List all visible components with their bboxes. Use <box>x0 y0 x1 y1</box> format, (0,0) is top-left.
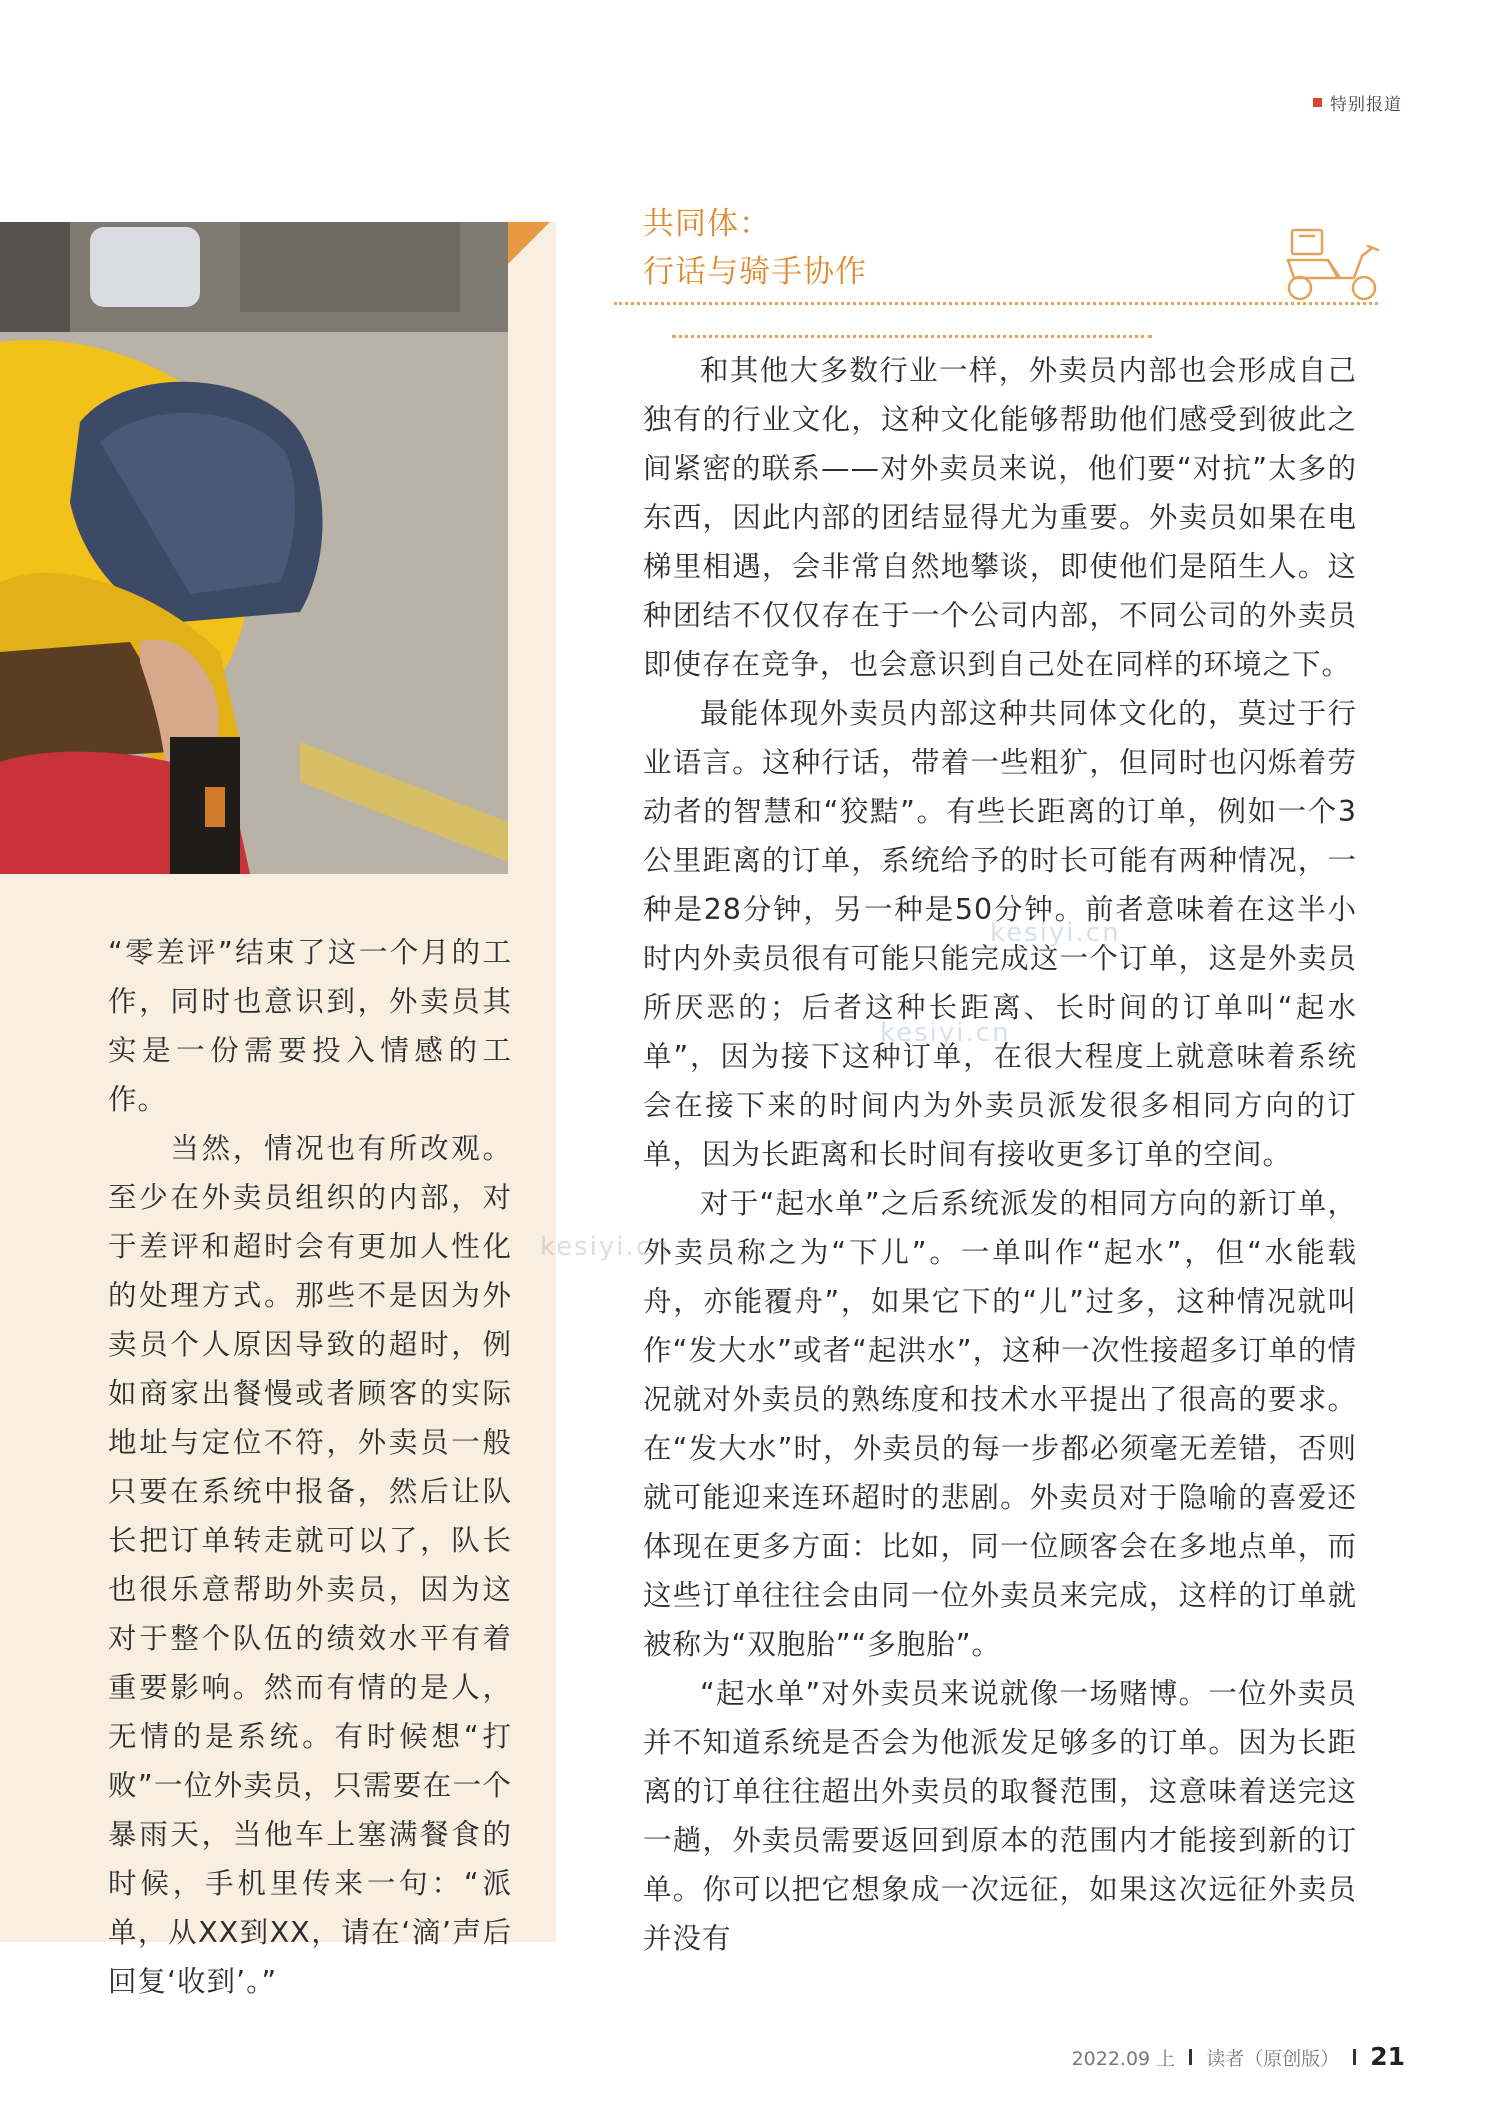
sidebar-paragraph: 当然，情况也有所改观。至少在外卖员组织的内部，对于差评和超时会有更加人性化的处理方式。那些不是因为外卖员个人原因导致的超时，例如商家出餐慢或者顾客的实际地址与定位不符，外卖员一般只要在系统中报备，然后让队长把订单转走就可以了，队长也很乐意帮助外卖员，因为这对于整个队伍的绩效水平有着重要影响。然而有情的是人，无情的是系统。有时候想“打败”一位外卖员，只需要在一个暴雨天，当他车上塞满餐食的时候，手机里传来一句：“派单，从XX到XX，请在‘滴’声后回复‘收到’。” <box>108 1132 512 1998</box>
magazine-name: 读者（原创版） <box>1206 2048 1340 2070</box>
section-marker-icon <box>1313 98 1322 107</box>
article-body <box>643 346 1357 1963</box>
delivery-scooter-icon <box>1280 226 1385 306</box>
page-corner-fold <box>508 222 550 264</box>
article-paragraph: 对于“起水单”之后系统派发的相同方向的新订单，外卖员称之为“下儿”。一单叫作“起水”，但“水能载舟，亦能覆舟”，如果它下的“儿”过多，这种情况就叫作“发大水”或者“起洪水”，这种一次性接超多订单的情况就对外卖员的熟练度和技术水平提出了很高的要求。在“发大水”时，外卖员的每一步都必须毫无差错，否则就可能迎来连环超时的悲剧。外卖员对于隐喻的喜爱还体现在更多方面：比如，同一位顾客会在多地点单，而这些订单往往会由同一位外卖员来完成，这样的订单就被称为“双胞胎”“多胞胎”。 <box>643 1187 1357 1661</box>
sidebar-paragraph: “零差评”结束了这一个月的工作，同时也意识到，外卖员其实是一份需要投入情感的工作。 <box>108 936 512 1116</box>
sidebar-text <box>108 928 512 2006</box>
dotted-divider <box>672 335 1152 338</box>
watermark: kesiyi.cn <box>540 1232 671 1262</box>
page-footer <box>1072 2042 1405 2071</box>
issue-label: 2022.09 上 <box>1071 2048 1176 2070</box>
heading-line-1: 共同体： <box>643 206 771 242</box>
page-number: 21 <box>1370 2042 1405 2071</box>
article-paragraph: 最能体现外卖员内部这种共同体文化的，莫过于行业语言。这种行话，带着一些粗犷，但同时也闪烁着劳动者的智慧和“狡黠”。有些长距离的订单，例如一个3公里距离的订单，系统给予的时长可能有两种情况，一种是28分钟，另一种是50分钟。前者意味着在这半小时内外卖员很有可能只能完成这一个订单，这是外卖员所厌恶的；后者这种长距离、长时间的订单叫“起水单”，因为接下这种订单，在很大程度上就意味着系统会在接下来的时间内为外卖员派发很多相同方向的订单，因为长距离和长时间有接收更多订单的空间。 <box>643 697 1357 1171</box>
section-tag <box>1313 90 1402 115</box>
article-paragraph: 和其他大多数行业一样，外卖员内部也会形成自己独有的行业文化，这种文化能够帮助他们感受到彼此之间紧密的联系——对外卖员来说，他们要“对抗”太多的东西，因此内部的团结显得尤为重要。外卖员如果在电梯里相遇，会非常自然地攀谈，即使他们是陌生人。这种团结不仅仅存在于一个公司内部，不同公司的外卖员即使存在竞争，也会意识到自己处在同样的环境之下。 <box>643 354 1357 681</box>
heading-line-2: 行话与骑手协作 <box>643 254 867 290</box>
courier-photo-illustration <box>0 222 508 874</box>
watermark: kesiyi.cn <box>990 918 1121 948</box>
watermark: kesiyi.cn <box>880 1018 1011 1048</box>
section-label: 特别报道 <box>1330 95 1402 115</box>
section-heading <box>643 200 867 296</box>
dotted-divider <box>614 302 1378 305</box>
courier-photo <box>0 222 508 874</box>
article-paragraph: “起水单”对外卖员来说就像一场赌博。一位外卖员并不知道系统是否会为他派发足够多的订单。因为长距离的订单往往超出外卖员的取餐范围，这意味着送完这一趟，外卖员需要返回到原本的范围内才能接到新的订单。你可以把它想象成一次远征，如果这次远征外卖员并没有 <box>643 1677 1357 1955</box>
footer-separator <box>1189 2049 1192 2065</box>
footer-separator <box>1353 2049 1356 2065</box>
